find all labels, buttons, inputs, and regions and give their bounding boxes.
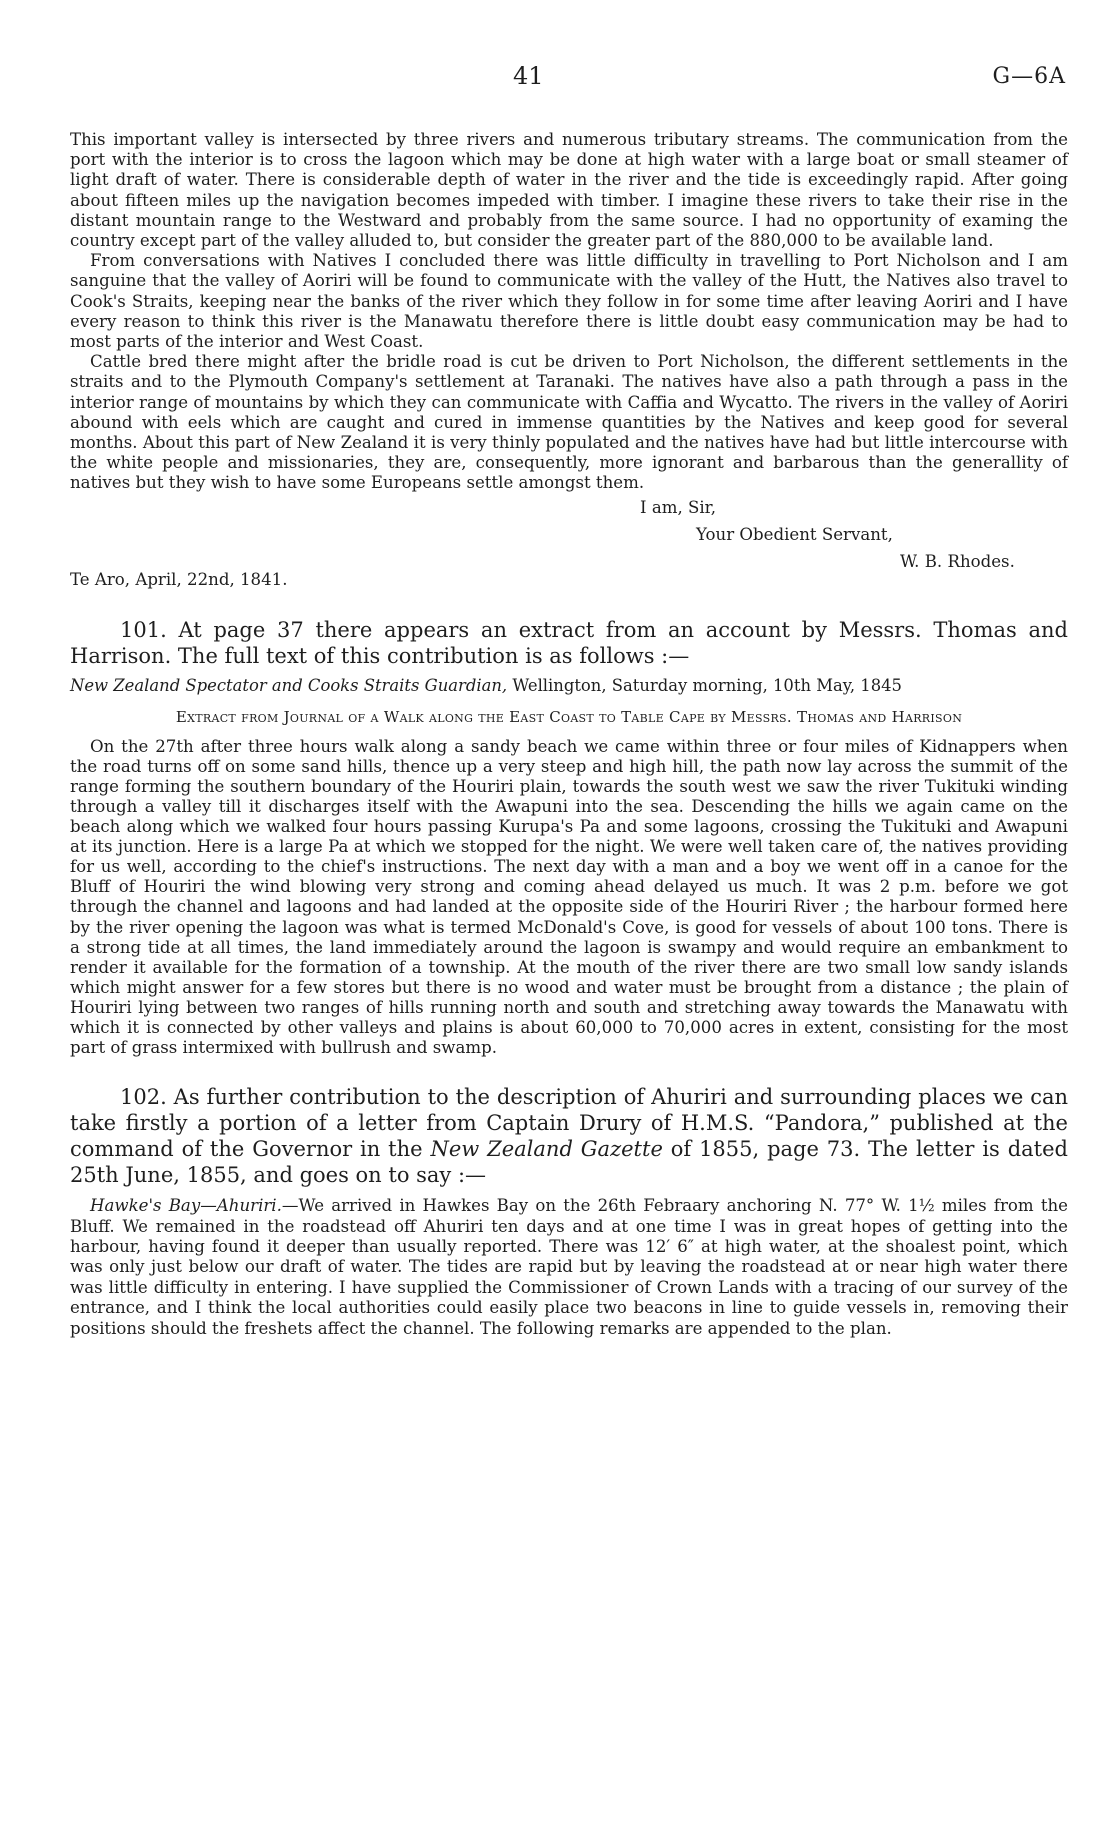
page-content [70,130,1068,1339]
drury-letter-quote [70,1196,1068,1339]
letter-place-date: Te Aro, April, 22nd, 1841. [70,569,288,589]
section-102-text-before: 102. As further contribution to the description of Ahuriri and surrounding places we can take firstly a portion of a letter from Captain Drury of H.M.S. “Pandora,” published at the command of the Governor in the [70,1085,1068,1162]
letter-paragraph: From conversations with Natives I concluded there was little difficulty in travelling to Port Nicholson and I am sanguine that the valley of Aoriri will be found to communicate with the valley of the Hutt, the Natives also travel to Cook's Straits, keeping near the banks of the river which they follow in for some time after leaving Aoriri and I have every reason to think this river is the Manawatu therefore there is little doubt easy communication may be had to most parts of the interior and West Coast. [70,251,1068,352]
source-date: Wellington, Saturday morning, 10th May, 1845 [512,675,902,695]
signoff-salutation: I am, Sir, [640,497,717,517]
source-citation [70,675,1068,697]
report-code: G—6A [992,64,1066,89]
section-101-intro: 101. At page 37 there appears an extract from an account by Messrs. Thomas and Harrison. The full text of this contribution is as follows :— [70,617,1068,668]
extract-body: On the 27th after three hours walk along a sandy beach we came within three or four miles of Kidnappers when the road turns off on some sand hills, thence up a very steep and high hill, the path now lay across the summit of the range forming the southern boundary of the Houriri plain, towards the south west we saw the river Tukituki winding through a valley till it discharges itself with the Awapuni into the sea. Descending the hills we again came on the beach along which we walked four hours passing Kurupa's Pa and some lagoons, crossing the Tukituki and Awapuni at its junction. Here is a large Pa at which we stopped for the night. We were well taken care of, the natives providing for us well, according to the chief's instructions. The next day with a man and a boy we went off in a canoe for the Bluff of Houriri the wind blowing very strong and coming ahead delayed us much. It was 2 p.m. before we got through the channel and lagoons and had landed at the opposite side of the Houriri River ; the harbour formed here by the river opening the lagoon was what is termed McDonald's Cove, is good for vessels of about 100 tons. There is a strong tide at all times, the land immediately around the lagoon is swampy and would require an embankment to render it available for the formation of a township. At the mouth of the river there are two small low sandy islands which might answer for a few stores but there is no wood and water must be brought from a distance ; the plain of Houriri lying between two ranges of hills running north and south and stretching away towards the Manawatu with which it is connected by other valleys and plains is about 60,000 to 70,000 acres in extent, consisting for the most part of grass intermixed with bullrush and swamp. [70,736,1068,1058]
letter-paragraph: Cattle bred there might after the bridle road is cut be driven to Port Nicholson, the different settlements in the straits and to the Plymouth Company's settlement at Taranaki. The natives have also a path through a pass in the interior range of mountains by which they can communicate with Caffia and Wycatto. The rivers in the valley of Aoriri abound with eels which are caught and cured in immense quantities by the Natives and keep good for several months. About this part of New Zealand it is very thinly populated and the natives have had but little intercourse with the white people and missionaries, they are, consequently, more ignorant and barbarous than the generallity of natives but they wish to have some Europeans settle amongst them. [70,352,1068,493]
section-102-intro [70,1084,1068,1188]
signoff-closing: Your Obedient Servant, [696,524,893,544]
signoff-signature: W. B. Rhodes. [900,551,1015,571]
letter-signoff [70,494,1068,579]
source-publication: New Zealand Spectator and Cooks Straits Guardian, [70,675,508,695]
extract-title: Extract from Journal of a Walk along the East Coast to Table Cape by Messrs. Thomas and Harrison [175,707,963,726]
quote-body-text: —We arrived in Hawkes Bay on the 26th Febraary anchoring N. 77° W. 1½ miles from the Bluff. We remained in the roadstead off Ahuriri ten days and at one time I was in great hopes of getting into the harbour, having found it deeper than usually reported. There was 12′ 6″ at high water, at the shoalest point, which was only just below our draft of water. The tides are rapid but by leaving the roadstead at or near high water there was little difficulty in entering. I have supplied the Commissioner of Crown Lands with a tracing of our survey of the entrance, and I think the local authorities could easily place two beacons in line to guide vessels in, removing their positions should the freshets affect the channel. The following remarks are appended to the plan. [70,1196,1068,1338]
page-header [0,62,1114,92]
gazette-title: New Zealand Gazette [430,1137,663,1162]
letter-excerpt [70,130,1068,494]
section-102-text-after: of 1855, page 73. The letter is dated 25th June, 1855, and goes on to say :— [70,1137,1068,1188]
letter-paragraph: This important valley is intersected by three rivers and numerous tributary streams. The communication from the port with the interior is to cross the lagoon which may be done at high water with a large boat or small steamer of light draft of water. There is considerable depth of water in the river and the tide is exceedingly rapid. After going about fifteen miles up the navigation becomes impeded with timber. I imagine these rivers to take their rise in the distant mountain range to the Westward and probably from the same source. I had no opportunity of examing the country except part of the valley alluded to, but consider the greater part of the 880,000 to be available land. [70,130,1068,251]
page-number: 41 [513,62,544,90]
quote-heading: Hawke's Bay—Ahuriri. [90,1196,282,1216]
